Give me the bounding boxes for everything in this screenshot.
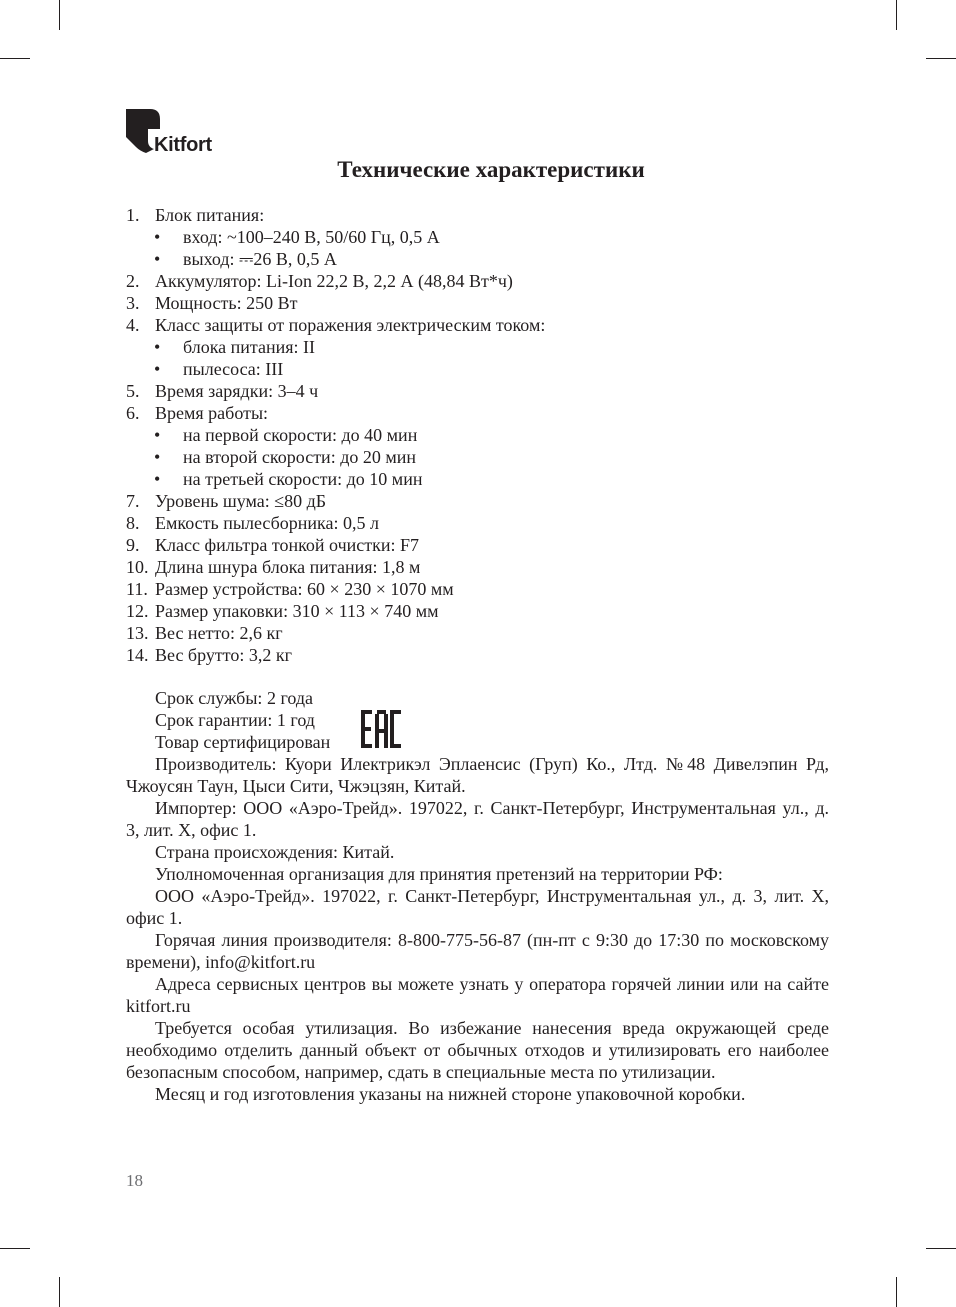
spec-number: 14. xyxy=(126,645,149,665)
spec-text: Уровень шума: ≤80 дБ xyxy=(155,491,327,511)
spec-subitem-text: блока питания: II xyxy=(183,337,316,357)
page-title: Технические характеристики xyxy=(337,157,645,182)
spec-number: 13. xyxy=(126,623,149,643)
bullet-icon: • xyxy=(154,227,161,247)
spec-text: Блок питания: xyxy=(155,205,265,225)
crop-mark xyxy=(896,1277,897,1307)
certification-note: Товар сертифицирован xyxy=(155,732,331,752)
bullet-icon: • xyxy=(154,447,161,467)
bullet-icon: • xyxy=(154,425,161,445)
crop-mark xyxy=(59,0,60,30)
spec-item xyxy=(126,644,828,666)
spec-subitem-text: на третьей скорости: до 10 мин xyxy=(183,469,423,489)
spec-item xyxy=(126,204,828,226)
info-paragraph: Уполномоченная организация для принятия претензий на территории РФ: xyxy=(155,864,723,884)
bullet-icon: • xyxy=(154,337,161,357)
spec-text: Вес брутто: 3,2 кг xyxy=(155,645,292,665)
spec-text: Класс фильтра тонкой очистки: F7 xyxy=(155,535,420,555)
kitfort-logo xyxy=(126,109,226,159)
spec-item xyxy=(126,600,828,622)
spec-item xyxy=(126,292,828,314)
spec-subitem xyxy=(126,336,828,358)
spec-subitem-text: выход: ⎓26 В, 0,5 А xyxy=(183,249,337,269)
bullet-icon: • xyxy=(154,249,161,269)
spec-subitem xyxy=(126,446,828,468)
spec-number: 2. xyxy=(126,271,140,291)
info-paragraph: Месяц и год изготовления указаны на нижней стороне упаковочной коробки. xyxy=(155,1084,746,1104)
info-paragraph: Требуется особая утилизация. Во избежание нанесения вреда окружающей среде необходимо отделить данный объект от обычных отходов и утилизировать его наиболее безопасным способом, например, сдать в специальные места по утилизации. xyxy=(126,1018,829,1082)
info-paragraph: Импортер: ООО «Аэро-Трейд». 197022, г. Санкт-Петербург, Инструментальная ул., д. 3, лит. Х, офис 1. xyxy=(126,798,829,840)
spec-text: Мощность: 250 Вт xyxy=(155,293,298,313)
spec-text: Емкость пылесборника: 0,5 л xyxy=(155,513,379,533)
spec-number: 1. xyxy=(126,205,140,225)
info-paragraph: Страна происхождения: Китай. xyxy=(155,842,395,862)
spec-subitem xyxy=(126,226,828,248)
spec-subitem xyxy=(126,248,828,270)
brand-name: Kitfort xyxy=(154,134,212,156)
spec-number: 12. xyxy=(126,601,149,621)
spec-item xyxy=(126,314,828,336)
spec-item xyxy=(126,622,828,644)
eac-mark-icon xyxy=(360,709,402,749)
spec-number: 3. xyxy=(126,293,140,313)
spec-text: Время зарядки: 3–4 ч xyxy=(155,381,319,401)
spec-number: 4. xyxy=(126,315,140,335)
spec-number: 9. xyxy=(126,535,140,555)
spec-item xyxy=(126,534,828,556)
crop-mark xyxy=(59,1277,60,1307)
page-number: 18 xyxy=(126,1171,143,1190)
spec-subitem-text: пылесоса: III xyxy=(183,359,284,379)
crop-mark xyxy=(926,1248,956,1249)
bullet-icon: • xyxy=(154,469,161,489)
crop-mark xyxy=(0,58,30,59)
spec-item xyxy=(126,556,828,578)
spec-item xyxy=(126,270,828,292)
spec-item xyxy=(126,512,828,534)
spec-number: 5. xyxy=(126,381,140,401)
spec-text: Размер устройства: 60 × 230 × 1070 мм xyxy=(155,579,454,599)
spec-text: Вес нетто: 2,6 кг xyxy=(155,623,283,643)
spec-subitem-text: на первой скорости: до 40 мин xyxy=(183,425,418,445)
bullet-icon: • xyxy=(154,359,161,379)
service-life: Срок службы: 2 года xyxy=(155,688,314,708)
spec-number: 6. xyxy=(126,403,140,423)
info-paragraph: ООО «Аэро-Трейд». 197022, г. Санкт-Петербург, Инструментальная ул., д. 3, лит. Х, офис 1. xyxy=(126,886,829,928)
info-paragraph: Адреса сервисных центров вы можете узнать у оператора горячей линии или на сайте kitfort.ru xyxy=(126,974,829,1016)
crop-mark xyxy=(896,0,897,30)
manufacturer-info xyxy=(126,753,829,1105)
spec-number: 7. xyxy=(126,491,140,511)
spec-text: Размер упаковки: 310 × 113 × 740 мм xyxy=(155,601,439,621)
spec-subitem xyxy=(126,358,828,380)
spec-subitem xyxy=(126,468,828,490)
spec-item xyxy=(126,490,828,512)
spec-text: Класс защиты от поражения электрическим током: xyxy=(155,315,546,335)
spec-text: Время работы: xyxy=(155,403,269,423)
spec-list xyxy=(126,204,828,666)
spec-subitem xyxy=(126,424,828,446)
spec-subitem-text: вход: ~100–240 В, 50/60 Гц, 0,5 А xyxy=(183,227,440,247)
warranty-period: Срок гарантии: 1 год xyxy=(155,710,315,730)
info-paragraph: Производитель: Куори Илектрикэл Эплаенсис (Груп) Ко., Лтд. №48 Дивелэпин Рд, Чжоусян Таун, Цыси Сити, Чжэцзян, Китай. xyxy=(126,754,829,796)
spec-text: Длина шнура блока питания: 1,8 м xyxy=(155,557,421,577)
spec-number: 10. xyxy=(126,557,149,577)
spec-item xyxy=(126,578,828,600)
info-paragraph: Горячая линия производителя: 8-800-775-56-87 (пн-пт с 9:30 до 17:30 по московскому времени), info@kitfort.ru xyxy=(126,930,829,972)
crop-mark xyxy=(926,58,956,59)
spec-item xyxy=(126,402,828,424)
spec-subitem-text: на второй скорости: до 20 мин xyxy=(183,447,417,467)
spec-text: Аккумулятор: Li-Ion 22,2 В, 2,2 А (48,84 Вт*ч) xyxy=(155,271,513,291)
crop-mark xyxy=(0,1248,30,1249)
spec-number: 11. xyxy=(126,579,148,599)
spec-number: 8. xyxy=(126,513,140,533)
spec-item xyxy=(126,380,828,402)
